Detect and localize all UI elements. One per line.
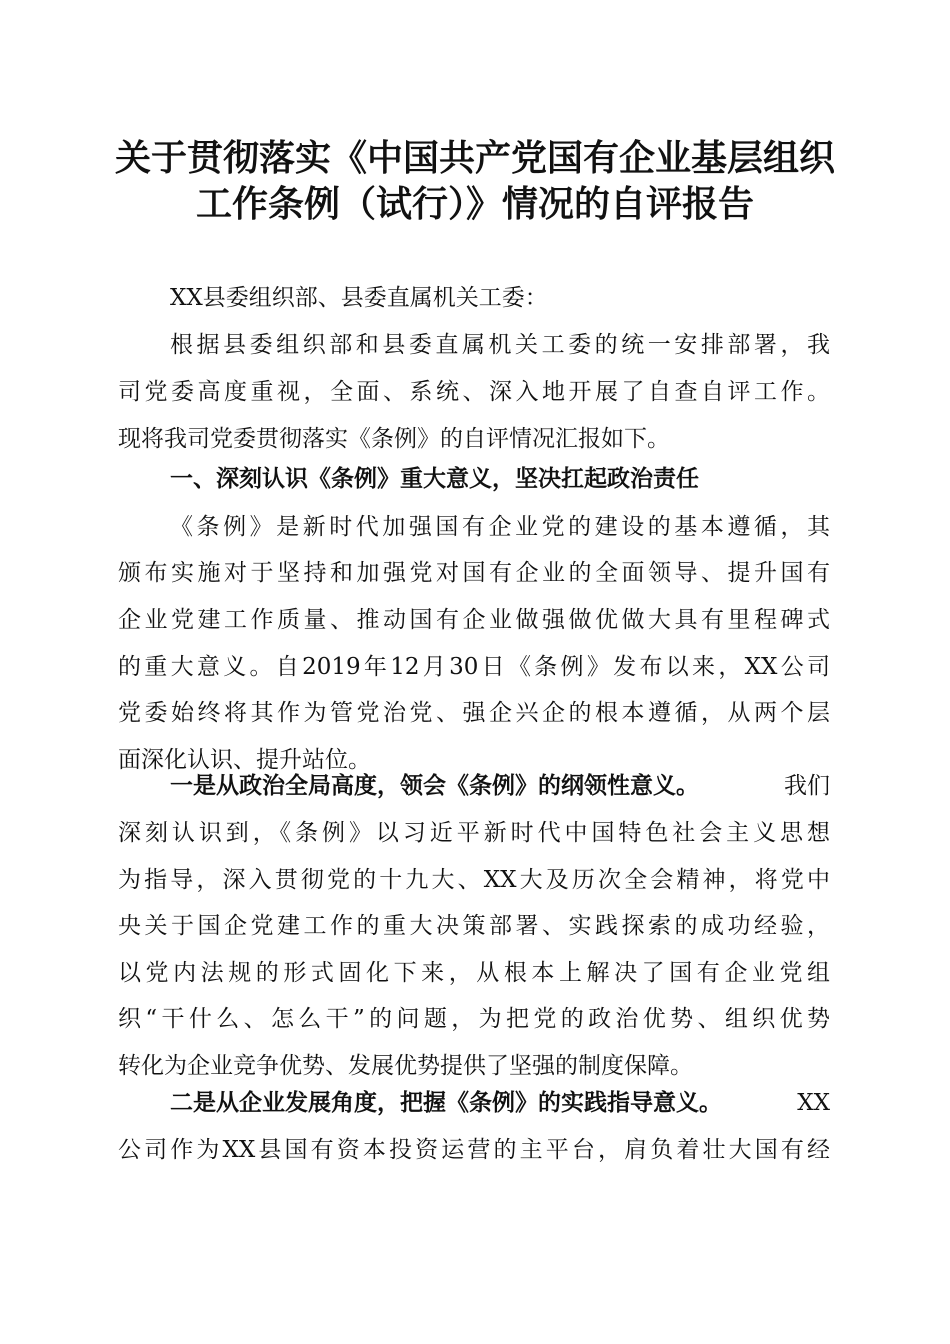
point1-line-1: [170, 771, 830, 801]
point1-line-5: 以党内法规的形式固化下来，从根本上解决了国有企业党组: [118, 960, 830, 986]
intro-line-1: 根据县委组织部和县委直属机关工委的统一安排部署，我: [170, 332, 830, 358]
point1-line-2: 深刻认识到，《条例》以习近平新时代中国特色社会主义思想: [118, 820, 830, 846]
section1-line-3: 企业党建工作质量、推动国有企业做强做优做大具有里程碑式: [118, 607, 830, 633]
point1-lead-tail: 我们: [784, 773, 830, 799]
document-title-line-2: 工作条例（试行）》情况的自评报告: [195, 183, 754, 225]
point2-line-1: [170, 1088, 830, 1118]
salutation: XX县委组织部、县委直属机关工委：: [170, 285, 548, 311]
intro-line-2: 司党委高度重视，全面、系统、深入地开展了自查自评工作。: [118, 379, 830, 405]
section1-heading: 一、深刻认识《条例》重大意义，坚决扛起政治责任: [170, 466, 699, 492]
section1-line-2: 颁布实施对于坚持和加强党对国有企业的全面领导、提升国有: [118, 560, 830, 586]
document-title-line-1: 关于贯彻落实《中国共产党国有企业基层组织: [114, 137, 835, 179]
point2-lead-tail: XX: [797, 1090, 830, 1116]
point2-lead: 二是从企业发展角度，把握《条例》的实践指导意义。: [170, 1089, 722, 1116]
point1-line-3: 为指导，深入贯彻党的十九大、XX大及历次全会精神，将党中: [118, 867, 830, 893]
point1-line-6: 织“干什么、怎么干”的问题，为把党的政治优势、组织优势: [118, 1006, 830, 1032]
section1-line-4: 的重大意义。自2019年12月30日《条例》发布以来，XX公司: [118, 654, 830, 680]
point1-lead: 一是从政治全局高度，领会《条例》的纲领性意义。: [170, 772, 699, 799]
point2-line-2: 公司作为XX县国有资本投资运营的主平台，肩负着壮大国有经: [118, 1137, 830, 1163]
point1-line-4: 央关于国企党建工作的重大决策部署、实践探索的成功经验，: [118, 913, 830, 939]
section1-line-1: 《条例》是新时代加强国有企业党的建设的基本遵循，其: [170, 514, 830, 540]
section1-line-6: 面深化认识、提升站位。: [118, 747, 371, 773]
intro-line-3: 现将我司党委贯彻落实《条例》的自评情况汇报如下。: [118, 426, 670, 452]
point1-line-7: 转化为企业竞争优势、发展优势提供了坚强的制度保障。: [118, 1053, 693, 1079]
section1-line-5: 党委始终将其作为管党治党、强企兴企的根本遵循，从两个层: [118, 700, 830, 726]
